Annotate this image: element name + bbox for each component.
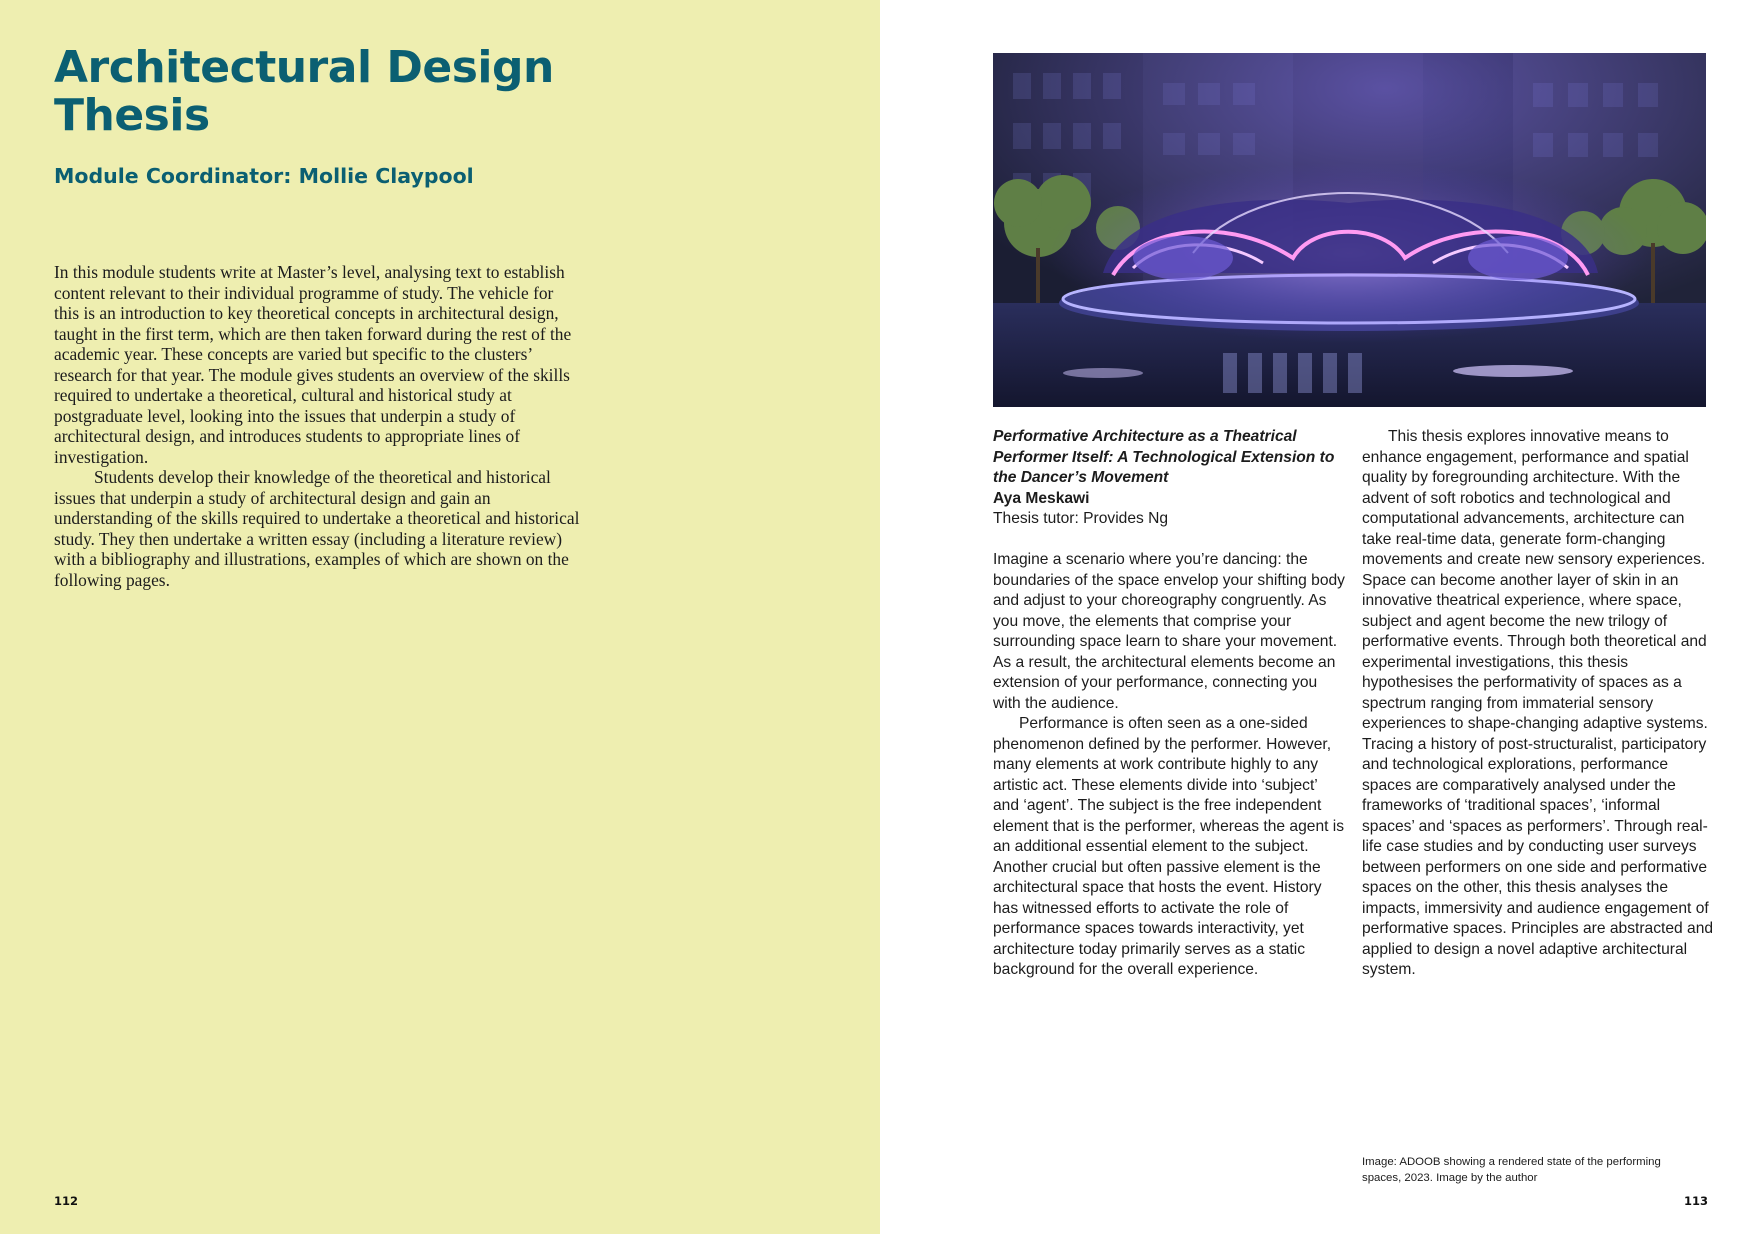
rendered-performance-pavilion-image: [993, 53, 1706, 407]
page-title: [54, 44, 614, 140]
image-caption: Image: ADOOB showing a rendered state of the performing spaces, 2023. Image by the author: [1362, 1156, 1661, 1184]
page-number-left: 112: [54, 1194, 79, 1208]
page-number-right: 113: [1684, 1194, 1709, 1208]
thesis-heading: [993, 427, 1345, 530]
thesis-author: Aya Meskawi: [993, 489, 1090, 507]
intro-paragraph-1: In this module students write at Master’s level, analysing text to establish content relevant to their individual programme of study. The vehicle for this is an introduction to key theoretical concepts in architectural design, taught in the first term, which are then taken forward during the rest of the academic year. These concepts are varied but specific to the clusters’ research for that year. The module gives students an overview of the skills required to undertake a theoretical, cultural and historical study at postgraduate level, looking into the issues that underpin a study of architectural design, and introduces students to appropriate lines of investigation.: [54, 262, 572, 467]
intro-text: [54, 262, 580, 590]
title-line-2: Thesis: [54, 90, 210, 141]
title-line-1: Architectural Design: [54, 42, 554, 93]
thesis-title: Performative Architecture as a Theatrical Performer Itself: A Technological Extension to the Dancer’s Movement: [993, 428, 1335, 486]
intro-paragraph-2: Students develop their knowledge of the theoretical and historical issues that underpin a study of architectural design and gain an understanding of the skills required to undertake a theoretical and historical study. They then undertake a written essay (including a literature review) with a bibliography and illustrations, examples of which are shown on the following pages.: [54, 467, 580, 590]
thesis-tutor: Thesis tutor: Provides Ng: [993, 510, 1169, 527]
col1-paragraph-1: Imagine a scenario where you’re dancing: the boundaries of the space envelop your shifting body and adjust to your choreography congruently. As you move, the elements that comprise your surrounding space learn to share your movement. As a result, the architectural elements become an extension of your performance, connecting you with the audience.: [993, 551, 1345, 712]
thesis-column-2: [1362, 427, 1714, 981]
thesis-column-1: [993, 427, 1345, 981]
module-coordinator: Module Coordinator: Mollie Claypool: [54, 164, 474, 188]
col1-paragraph-2: Performance is often seen as a one-sided phenomenon defined by the performer. However, many elements at work contribute highly to any artistic act. These elements divide into ‘subject’ and ‘agent’. The subject is the free independent element that is the performer, whereas the agent is an additional essential element to the subject. Another crucial but often passive element is the architectural space that hosts the event. History has witnessed efforts to activate the role of performance spaces towards interactivity, yet architecture today primarily serves as a static background for the overall experience.: [993, 715, 1345, 978]
col2-paragraph-1: This thesis explores innovative means to enhance engagement, performance and spatial quality by foregrounding architecture. With the advent of soft robotics and technological and computational advancements, architecture can take real-time data, generate form-changing movements and create new sensory experiences. Space can become another layer of skin in an innovative theatrical experience, where space, subject and agent become the new trilogy of performative events. Through both theoretical and experimental investigations, this thesis hypothesises the performativity of spaces as a spectrum ranging from immaterial sensory experiences to shape-changing adaptive systems. Tracing a history of post-structuralist, participatory and technological explorations, performance spaces are comparatively analysed under the frameworks of ‘traditional spaces’, ‘informal spaces’ and ‘spaces as performers’. Through real-life case studies and by conducting user surveys between performers on one side and performative spaces on the other, this thesis analyses the impacts, immersivity and audience engagement of performative spaces. Principles are abstracted and applied to design a novel adaptive architectural system.: [1362, 428, 1714, 978]
